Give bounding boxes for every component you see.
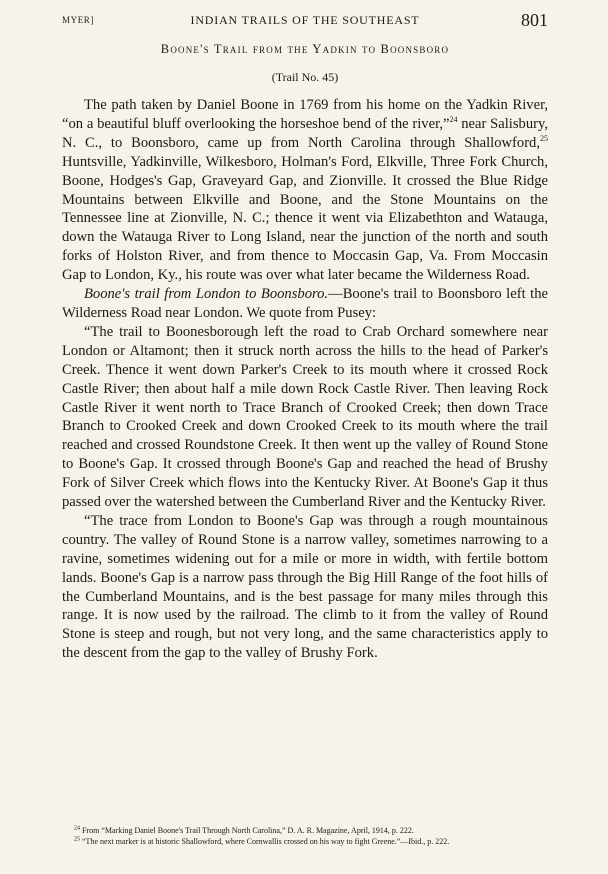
paragraph-4: “The trace from London to Boone's Gap was through a rough mountainous country. The valley of Round Stone is a narrow valley, sometimes narrowing to a ravine, sometimes widening out for a mile or more in width, with fertile bottom lands. Boone's Gap is a narrow pass through the Big Hill Range of the foot hills of the Cumberland Mountains, and is the best passage for many miles through this range. It is now used by the railroad. The climb to it from the valley of Round Stone is steep and rough, but not very long, and the same characteristics apply to the descent from the gap to the valley of Brushy Fork. — [62, 512, 548, 662]
paragraph-2 — [62, 285, 548, 323]
paragraph-2-heading: Boone's trail from London to Boonsboro. — [84, 286, 329, 303]
paragraph-1-text-a: The path taken by Daniel Boone in 1769 from his home on the Yadkin River, “on a beautiful bluff overlooking the horseshoe bend of the river,” — [62, 97, 548, 132]
section-title: Boone's Trail from the Yadkin to Boonsboro — [160, 42, 450, 56]
footnote-ref-24: 24 — [449, 115, 458, 125]
paragraph-1-text-c: Huntsville, Yadkinville, Wilkesboro, Holman's Ford, Elkville, Three Fork Church, Boone, Hodges's Gap, Graveyard Gap, and Zionville. It crossed the Blue Ridge Mountains between Elkville and Boone, and the Stone Mountains on the Tennessee line at Zionville, N. C.; thence it went via Elizabethton and Watauga, down the Watauga River to Long Island, near the junction of the north and south forks of Holston River, and from thence to Moccasin Gap, Va. From Moccasin Gap to London, Ky., his route was over what later became the Wilderness Road. — [62, 153, 548, 284]
running-head-author: MYER] — [62, 15, 94, 25]
body-text — [62, 96, 548, 663]
footnote-24-number: 24 — [74, 825, 80, 832]
footnote-24 — [62, 826, 548, 837]
paragraph-1-text-b: near Salisbury, N. C., to Boonsboro, came up from North Carolina through Shallowford, — [62, 115, 548, 151]
footnote-25-text: “The next marker is at historic Shallowford, where Cornwallis crossed on his way to fight Greene.”—Ibid., p. 222. — [80, 836, 450, 846]
section-subtitle: (Trail No. 45) — [271, 70, 339, 84]
footnote-ref-25: 25 — [540, 133, 548, 143]
page-number: 801 — [521, 10, 548, 30]
running-head — [62, 10, 548, 32]
footnote-24-text: From “Marking Daniel Boone's Trail Through North Carolina,” D. A. R. Magazine, April, 1914, p. 222. — [80, 826, 414, 835]
footnote-25 — [62, 837, 548, 848]
paragraph-2-text: —Boone's trail to Boonsboro left the Wilderness Road near London. We quote from Pusey: — [62, 286, 548, 321]
paragraph-1 — [62, 96, 548, 285]
running-head-title: INDIAN TRAILS OF THE SOUTHEAST — [190, 13, 420, 27]
footnote-25-number: 25 — [74, 835, 80, 842]
footnotes — [62, 826, 548, 847]
paragraph-3: “The trail to Boonesborough left the road to Crab Orchard somewhere near London or Altamont; then it struck north across the hills to the head of Parker's Creek. Thence it went down Parker's Creek to its mouth where it crossed Rock Castle River; then about half a mile down Rock Castle River. Then leaving Rock Castle River it went north to Trace Branch of Crooked Creek; then down Trace Branch to Crooked Creek and down Crooked Creek to its mouth where the trail reached and crossed Roundstone Creek. It then went up the valley of Round Stone to Boone's Gap. It crossed through Boone's Gap and reached the head of Brushy Fork of Silver Creek which flows into the Kentucky River. At Boone's Gap it thus passed over the watershed between the Cumberland River and the Kentucky River. — [62, 323, 548, 511]
